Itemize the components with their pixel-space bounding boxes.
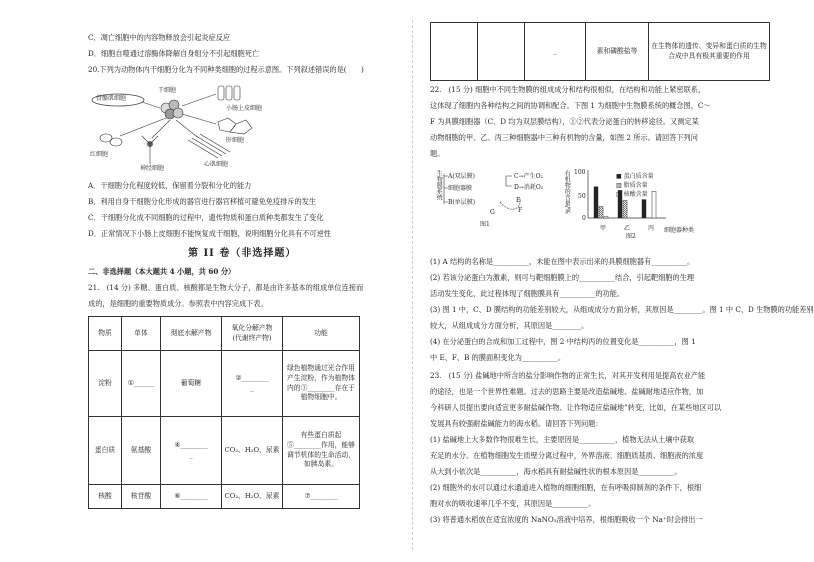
fig1-B: B(单层膜) [448, 199, 476, 206]
label-bone-muscle: 骨骼肌细胞 [96, 95, 127, 102]
fig1-caption: 图1 [480, 221, 490, 228]
x-cat-1: 乙 [624, 225, 631, 232]
q23-2b: 胞对水的吸收速率几乎不变，其原因是__________。 [430, 499, 596, 508]
legend-nucleic-label: 核酸含量 [623, 191, 648, 198]
fig1-C: C→产生O₂ [514, 173, 543, 180]
cell: 蛋白质 [89, 417, 122, 485]
cell: ①______ [122, 351, 161, 417]
liver-cells [218, 118, 252, 134]
q21-table [88, 316, 360, 509]
cell: _ [525, 23, 586, 81]
q23-1b: 充足的水分。在植物细胞发生质壁分离过程中，外界溶液、细胞质基质、细胞液的浓度 [430, 451, 704, 460]
label-liver: 肝细胞 [226, 137, 245, 144]
q23-line1: 23. (15 分) 盐碱地中所含的盐分影响作物的正常生长，对其开发利用是提高农业产能 [430, 371, 706, 380]
legend-lipid-label: 脂质含量 [623, 182, 648, 189]
ytick-100: 100 [574, 169, 586, 176]
stem-cell-cluster [161, 100, 183, 119]
q22-line4: 动物细胞的甲、乙、丙三种细胞器中三种有机物的含量，如图 2 所示。请回答下列问 [430, 133, 698, 142]
column-divider [412, 20, 413, 550]
heart-muscle-shape [188, 134, 230, 158]
fig1-lines [440, 170, 550, 220]
x-cat-2: 丙 [648, 225, 655, 232]
label-heart: 心肌细胞 [204, 161, 229, 168]
q23-line4: 发展具有较强耐盐碱能力的海水稻。请回答下列问题： [430, 419, 603, 428]
cell [431, 23, 478, 81]
fig1-system: 生物膜系统 [435, 170, 443, 200]
question-21-line2: 成的，是细胞的重要物质成分。参照表中内容完成下表。 [88, 299, 268, 308]
part-2-title: 第 II 卷（非选择题） [188, 248, 297, 259]
legend-nucleic: □ 核酸含量 [616, 191, 648, 198]
label-nerve: 神经细胞 [140, 165, 165, 172]
legend-protein-label: 蛋白质含量 [623, 173, 654, 180]
q22-3a: (3) 图 1 中，C、D 膜结构的功能差别较大，从组成成分方面分析，其原因是________。图 1 中 C、D 生物膜的功能差别 [430, 305, 814, 314]
cell: 绿色植物通过光合作用产生淀粉，作为植物体内的③________存在于植物细胞中。 [283, 351, 360, 417]
fig1-E: E [516, 197, 521, 204]
intestine-cells [218, 86, 240, 100]
question-21-line1: 21. (14 分) 多糖、蛋白质、核酸都是生物大分子，都是由许多基本的组成单位连接而 [88, 283, 364, 292]
chart-caption: 图2 [626, 233, 636, 240]
stem-cell-figure [88, 78, 288, 170]
label-rbc: 红细胞 [90, 151, 109, 158]
q23-1c: 从大到小依次是__________，海水稻具有耐盐碱性状的根本原因是__________。 [430, 467, 682, 476]
legend-protein: ■ 蛋白质含量 [616, 173, 654, 180]
q23-line3: 今科研人员提出要向适宜更多耐盐碱作物、让作物适应盐碱地”转变，比如，在某些地区可以 [430, 403, 722, 412]
cell: 核酸 [89, 485, 122, 509]
cell [478, 23, 525, 81]
cell: CO₂、H₂O、尿素 [222, 485, 283, 509]
table-row-continued [431, 23, 770, 81]
th-monomer: 单体 [122, 317, 161, 351]
q22-2a: (2) 若该分泌蛋白为激素，则可与靶细胞膜上的__________结合，引起靶细胞的生理 [430, 273, 695, 282]
label-intestine: 小肠上皮细胞 [226, 105, 263, 112]
cell: 淀粉 [89, 351, 122, 417]
th-oxidation: 氧化分解产物 (代谢终产物) [222, 317, 283, 351]
cell: ④________ _ [161, 417, 222, 485]
cell: ②________ _ [222, 351, 283, 417]
option-d: D．正常情况下小肠上皮细胞不能恢复成干细胞，说明细胞分化具有不可逆性 [88, 229, 331, 238]
table-header-row [89, 317, 360, 351]
bar-甲-蛋白质含量 [594, 187, 598, 218]
th-substance: 物质 [89, 317, 122, 351]
fig1-D: D→消耗O₂ [514, 184, 544, 191]
cell: 有些蛋白质起⑤________作用，能够调节机体的生命活动，如胰岛素。 [283, 417, 360, 485]
legend-lipid: ▥ 脂质含量 [616, 182, 648, 189]
cell: 在生物体的遗传、变异和蛋白质的生物合成中具有极其重要的作用 [649, 23, 770, 81]
option-c-line: C．凋亡细胞中的内容物释放会引起炎症反应 [88, 33, 231, 42]
nerve-cell-shape [142, 136, 158, 164]
chart-ylabel: 有机物的含量/% [563, 170, 571, 214]
cell: ⑦________ [283, 485, 360, 509]
x-cat-0: 甲 [600, 225, 607, 232]
section-2-header: 二、非选择题（本大题共 4 小题，共 60 分） [88, 267, 236, 276]
bar-甲-核酸含量 [604, 217, 608, 218]
cell: 核苷酸 [122, 485, 161, 509]
option-b: B．利用自身干细胞分化形成的器官进行器官移植可避免免疫排斥的发生 [88, 197, 317, 206]
q22-line1: 22. (15 分) 细胞中不同生物膜的组成成分和结构很相似，在结构和功能上紧密联系， [430, 85, 706, 94]
q21-table-continued [430, 22, 770, 81]
bar-乙-脂质含量 [623, 201, 627, 218]
q22-1: (1) A 结构的名称是__________，未能在图中表示出来的具膜细胞器有__________。 [430, 257, 695, 266]
q23-line2: 的途径，也是一个世界性难题。过去的思路主要是改造盐碱地、盐碱耐地适应作物，加 [430, 387, 704, 396]
q22-4b: 中 E、F、B 的膜面积变化为__________。 [430, 353, 566, 362]
q22-line2: 这体现了细胞内各种结构之间的协调和配合。下图 1 为细胞中生物膜系统的概念图，C～ [430, 101, 711, 110]
q22-4a: (4) 在分泌蛋白的合成和加工过程中，图 2 中结构丙的位置变化是__________，图 1 [430, 337, 696, 346]
label-stem-cell: 干细胞 [158, 87, 177, 94]
ytick-50: 50 [578, 193, 586, 200]
q23-1a: (1) 盐碱地上大多数作物很难生长，主要原因是__________，植物无法从土壤中获取 [430, 435, 695, 444]
table-row-starch [89, 351, 360, 417]
q22-2b: 活动发生变化，此过程体现了细胞膜具有__________的功能。 [430, 289, 625, 298]
option-d-line: D．细胞自噬通过溶酶体降解自身组分不引起细胞死亡 [88, 49, 260, 58]
q23-2a: (2) 细胞外的水可以通过水通道进入植物的细胞细胞，在有呼吸抑制剂的条件下，根细 [430, 483, 702, 492]
cell: 素和磷酸盐等 [586, 23, 649, 81]
question-20: 20.下列为动物体内干细胞分化为不同种类细胞的过程示意图。下列叙述错误的是( ) [88, 65, 364, 74]
fig1-cell: 细胞器膜 [448, 185, 473, 192]
fig1-G: G [490, 209, 495, 216]
q23-3: (3) 将普通水稻放在适宜浓度的 NaNO₃溶液中培养，根细胞吸收一个 Na⁺时会排出一 [430, 515, 703, 524]
bar-丙-蛋白质含量 [642, 200, 646, 218]
bar-丙-核酸含量 [652, 191, 656, 218]
cell: ⑥________ [161, 485, 222, 509]
rbc-shapes [100, 134, 122, 146]
th-hydrolysis: 彻底水解产物 [161, 317, 222, 351]
bar-甲-脂质含量 [599, 207, 603, 219]
cell: 葡萄糖 [161, 351, 222, 417]
th-function: 功能 [283, 317, 360, 351]
q22-line5: 题。 [430, 149, 445, 158]
table-row-protein [89, 417, 360, 485]
q22-line3: F 为具膜细胞器（C、D 均为双层膜结构），①②代表分泌蛋白的转移途径。又测定某 [430, 117, 699, 126]
ytick-0: 0 [582, 215, 586, 222]
fig1-F: F [518, 207, 523, 214]
option-c: C．干细胞分化成不同细胞的过程中，遗传物质和蛋白质种类都发生了变化 [88, 213, 324, 222]
option-a: A．干细胞分化程度较低，保留着分裂和分化的能力 [88, 181, 252, 190]
fig1-A: A(双层膜) [448, 173, 476, 180]
q22-3b: 较大，从组成成分方面分析，其原因是________。 [430, 321, 589, 330]
table-row-nucleic [89, 485, 360, 509]
chart-xlabel: 细胞器种类 [664, 227, 695, 234]
cell: CO₂、H₂O、尿素 [222, 417, 283, 485]
cell: 氨基酸 [122, 417, 161, 485]
